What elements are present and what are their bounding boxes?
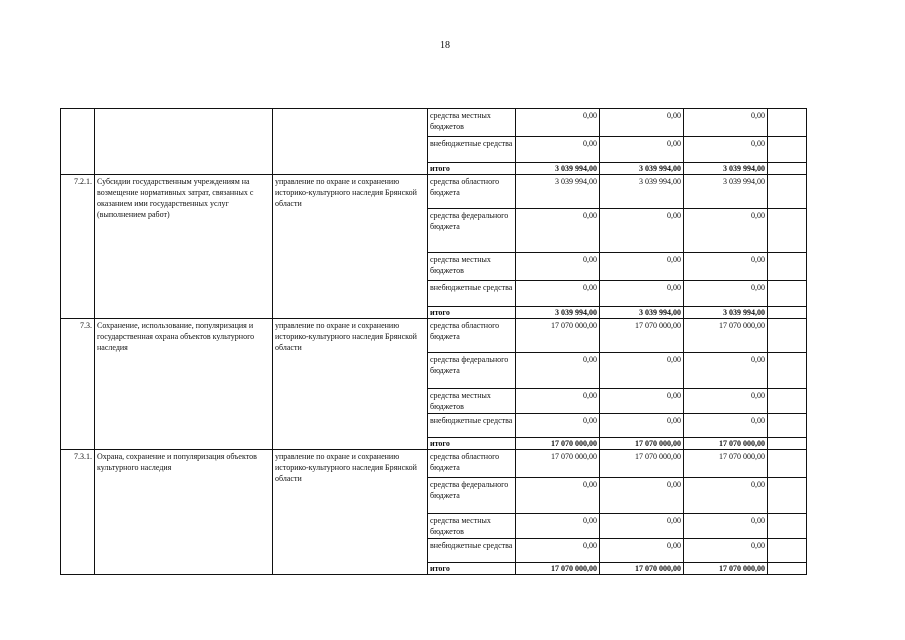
source-total: итого: [428, 307, 516, 319]
source-regional: средства областного бюджета: [428, 450, 516, 478]
table-row: [61, 319, 807, 353]
source-local: средства местных бюджетов: [428, 253, 516, 281]
value-cell: 0,00: [516, 109, 600, 137]
table-row: [61, 175, 807, 209]
value-cell: 3 039 994,00: [684, 175, 768, 209]
empty-cell: [768, 438, 807, 450]
section-index: 7.3.: [61, 319, 95, 450]
value-cell: 0,00: [516, 478, 600, 514]
value-cell: 0,00: [600, 281, 684, 307]
empty-cell: [768, 353, 807, 389]
value-cell: 0,00: [600, 389, 684, 414]
source-federal: средства федерального бюджета: [428, 478, 516, 514]
source-extra: внебюджетные средства: [428, 414, 516, 438]
value-cell: 0,00: [516, 389, 600, 414]
value-cell: 3 039 994,00: [516, 175, 600, 209]
section-index: 7.3.1.: [61, 450, 95, 575]
value-cell: 0,00: [600, 478, 684, 514]
empty-cell: [768, 450, 807, 478]
source-extra: внебюджетные средства: [428, 539, 516, 563]
total-value: 17 070 000,00: [516, 438, 600, 450]
executor-cell: [273, 109, 428, 175]
value-cell: 0,00: [516, 209, 600, 253]
section-name: Охрана, сохранение и популяризация объектов культурного наследия: [95, 450, 273, 575]
source-extra: внебюджетные средства: [428, 137, 516, 163]
empty-cell: [768, 478, 807, 514]
section-executor: управление по охране и сохранению историко-культурного наследия Брянской области: [273, 319, 428, 450]
total-value: 17 070 000,00: [600, 563, 684, 575]
empty-cell: [768, 281, 807, 307]
empty-cell: [768, 253, 807, 281]
value-cell: 0,00: [684, 137, 768, 163]
source-local: средства местных бюджетов: [428, 514, 516, 539]
value-cell: 0,00: [516, 353, 600, 389]
value-cell: 0,00: [600, 137, 684, 163]
source-total: итого: [428, 563, 516, 575]
index-cell: [61, 109, 95, 175]
empty-cell: [768, 163, 807, 175]
value-cell: 0,00: [516, 253, 600, 281]
empty-cell: [768, 514, 807, 539]
empty-cell: [768, 389, 807, 414]
section-name: Субсидии государственным учреждениям на возмещение нормативных затрат, связанных с оказанием ими государственных услуг (выполнением работ): [95, 175, 273, 319]
total-value: 17 070 000,00: [516, 563, 600, 575]
value-cell: 0,00: [600, 514, 684, 539]
table-row: [61, 109, 807, 137]
value-cell: 0,00: [684, 109, 768, 137]
value-cell: 0,00: [684, 514, 768, 539]
value-cell: 0,00: [600, 253, 684, 281]
value-cell: 17 070 000,00: [516, 319, 600, 353]
section-executor: управление по охране и сохранению историко-культурного наследия Брянской области: [273, 175, 428, 319]
value-cell: 0,00: [684, 389, 768, 414]
total-value: 17 070 000,00: [684, 438, 768, 450]
source-federal: средства федерального бюджета: [428, 209, 516, 253]
source-total: итого: [428, 163, 516, 175]
total-value: 3 039 994,00: [600, 163, 684, 175]
value-cell: 0,00: [516, 539, 600, 563]
value-cell: 0,00: [684, 478, 768, 514]
source-local: средства местных бюджетов: [428, 389, 516, 414]
table-row: [61, 450, 807, 478]
empty-cell: [768, 307, 807, 319]
section-name: Сохранение, использование, популяризация и государственная охрана объектов культурного наследия: [95, 319, 273, 450]
total-value: 3 039 994,00: [516, 163, 600, 175]
value-cell: 3 039 994,00: [600, 175, 684, 209]
value-cell: 17 070 000,00: [600, 450, 684, 478]
value-cell: 0,00: [684, 539, 768, 563]
empty-cell: [768, 539, 807, 563]
value-cell: 17 070 000,00: [684, 319, 768, 353]
empty-cell: [768, 563, 807, 575]
empty-cell: [768, 137, 807, 163]
name-cell: [95, 109, 273, 175]
value-cell: 17 070 000,00: [516, 450, 600, 478]
value-cell: 0,00: [516, 514, 600, 539]
budget-table: [60, 108, 807, 575]
total-value: 3 039 994,00: [684, 307, 768, 319]
value-cell: 0,00: [684, 253, 768, 281]
value-cell: 0,00: [684, 209, 768, 253]
value-cell: 0,00: [600, 109, 684, 137]
total-value: 17 070 000,00: [684, 563, 768, 575]
value-cell: 0,00: [684, 353, 768, 389]
source-extra: внебюджетные средства: [428, 281, 516, 307]
value-cell: 0,00: [600, 539, 684, 563]
value-cell: 0,00: [600, 414, 684, 438]
value-cell: 0,00: [600, 353, 684, 389]
source-regional: средства областного бюджета: [428, 319, 516, 353]
page-number: 18: [440, 40, 450, 51]
value-cell: 0,00: [516, 414, 600, 438]
empty-cell: [768, 109, 807, 137]
source-federal: средства федерального бюджета: [428, 353, 516, 389]
section-executor: управление по охране и сохранению историко-культурного наследия Брянской области: [273, 450, 428, 575]
total-value: 17 070 000,00: [600, 438, 684, 450]
source-regional: средства областного бюджета: [428, 175, 516, 209]
value-cell: 0,00: [684, 414, 768, 438]
empty-cell: [768, 319, 807, 353]
section-index: 7.2.1.: [61, 175, 95, 319]
empty-cell: [768, 414, 807, 438]
value-cell: 0,00: [684, 281, 768, 307]
value-cell: 0,00: [516, 281, 600, 307]
value-cell: 0,00: [516, 137, 600, 163]
total-value: 3 039 994,00: [600, 307, 684, 319]
empty-cell: [768, 209, 807, 253]
source-local: средства местных бюджетов: [428, 109, 516, 137]
empty-cell: [768, 175, 807, 209]
value-cell: 17 070 000,00: [600, 319, 684, 353]
value-cell: 0,00: [600, 209, 684, 253]
total-value: 3 039 994,00: [516, 307, 600, 319]
value-cell: 17 070 000,00: [684, 450, 768, 478]
source-total: итого: [428, 438, 516, 450]
total-value: 3 039 994,00: [684, 163, 768, 175]
